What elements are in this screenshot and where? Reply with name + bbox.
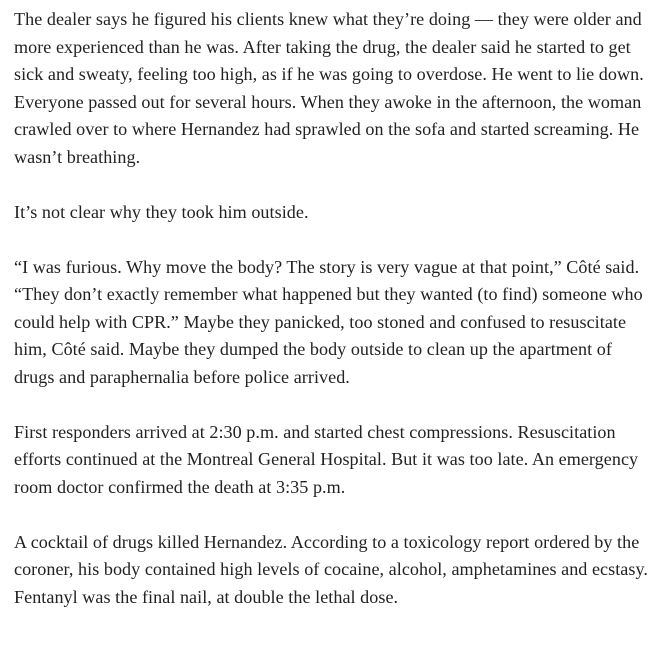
paragraph-dealer-account: The dealer says he figured his clients knew what they’re doing — they were older and more experienced than he was. After taking the drug, the dealer said he started to get sick and sweaty, feeling too high, as if he was going to overdose. He went to lie down. Everyone passed out for several hours. When they awoke in the afternoon, the woman crawled over to where Hernandez had sprawled on the sofa and started screaming. He wasn’t breathing.: [14, 9, 644, 167]
paragraph-cote-quote: “I was furious. Why move the body? The story is very vague at that point,” Côté said. “They don’t exactly remember what happened but they wanted (to find) someone who could help with CPR.” Maybe they panicked, too stoned and confused to resuscitate him, Côté said. Maybe they dumped the body outside to clean up the apartment of drugs and paraphernalia before police arrived.: [14, 256, 643, 387]
paragraph-first-responders: First responders arrived at 2:30 p.m. and started chest compressions. Resuscitation efforts continued at the Montreal General Hospital. But it was too late. An emergency room doctor confirmed the death at 3:35 p.m.: [14, 421, 639, 497]
article-body: [14, 6, 650, 611]
paragraph-toxicology: A cocktail of drugs killed Hernandez. According to a toxicology report ordered by the coroner, his body contained high levels of cocaine, alcohol, amphetamines and ecstasy. Fentanyl was the final nail, at double the lethal dose.: [14, 531, 648, 607]
paragraph-taken-outside: It’s not clear why they took him outside.: [14, 201, 309, 222]
